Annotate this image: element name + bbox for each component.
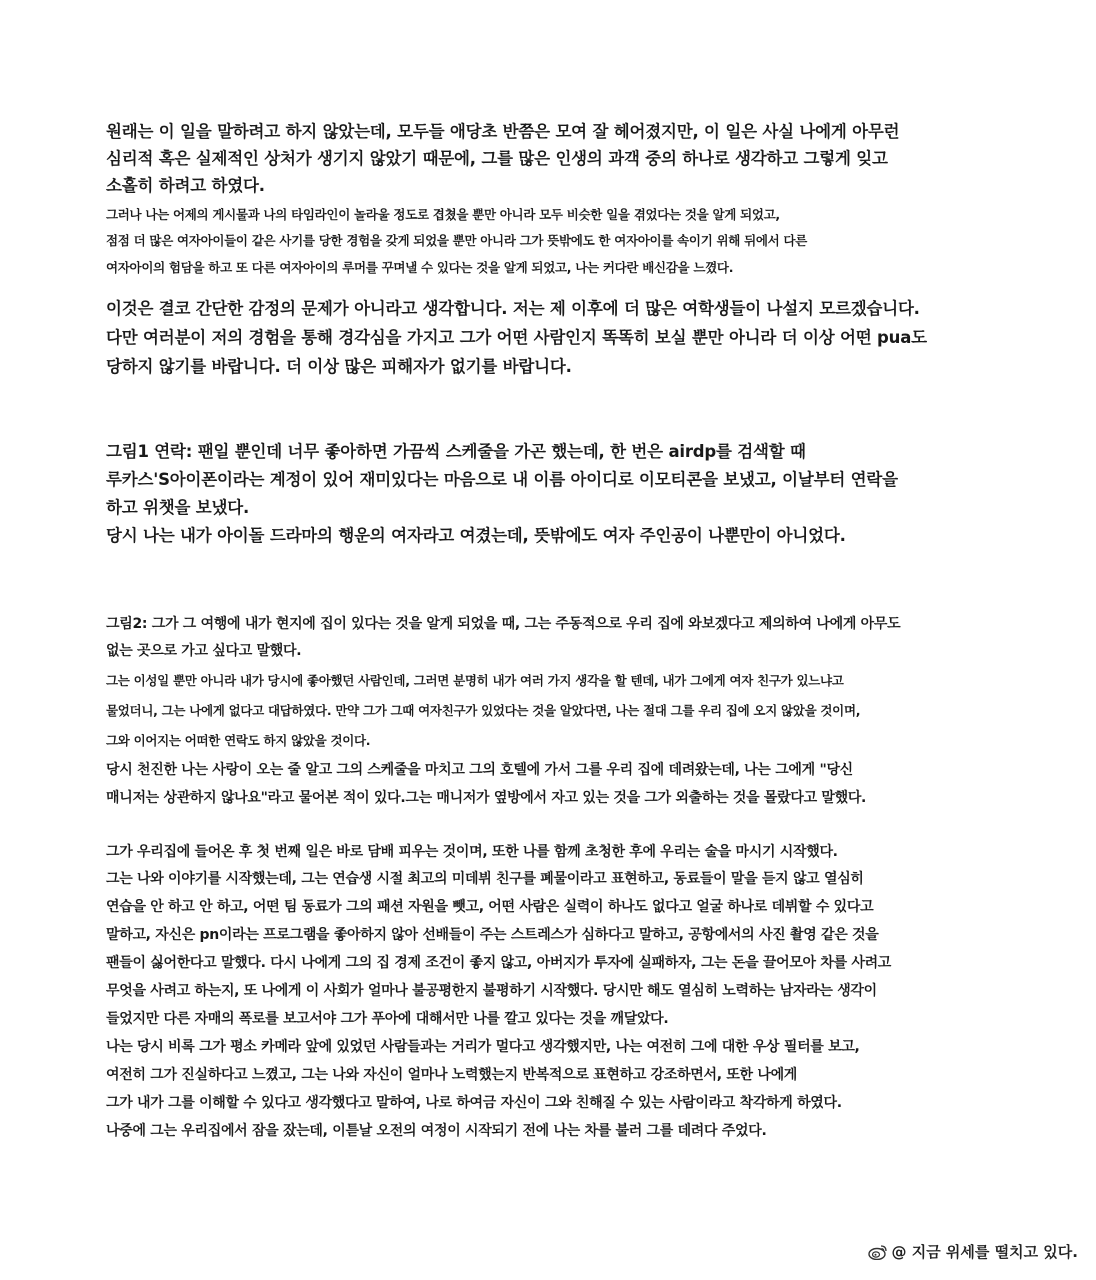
text-line: 루카스'S아이폰이라는 계정이 있어 재미있다는 마음으로 내 이름 아이디로 이모티콘을 보냈고, 이날부터 연락을 bbox=[106, 470, 898, 489]
text-line: 물었더니, 그는 나에게 없다고 대답하였다. 만약 그가 그때 여자친구가 있었다는 것을 알았다면, 나는 절대 그를 우리 집에 오지 않았을 것이며, bbox=[106, 703, 861, 718]
text-line: 이것은 결코 간단한 감정의 문제가 아니라고 생각합니다. 저는 제 이후에 더 많은 여학생들이 나설지 모르겠습니다. bbox=[106, 299, 920, 318]
text-line: 없는 곳으로 가고 싶다고 말했다. bbox=[106, 643, 302, 659]
text-line: 그림1 연락: 팬일 뿐인데 너무 좋아하면 가끔씩 스케줄을 가곤 했는데, 한 번은 airdp를 검색할 때 bbox=[106, 442, 806, 461]
paragraph-intro bbox=[106, 118, 956, 199]
text-line: 여자아이의 험담을 하고 또 다른 여자아이의 루머를 꾸며낼 수 있다는 것을 알게 되었고, 나는 커다란 배신감을 느꼈다. bbox=[106, 260, 734, 275]
text-line: 그는 나와 이야기를 시작했는데, 그는 연습생 시절 최고의 미데뷔 친구를 폐물이라고 표현하고, 동료들이 말을 듣지 않고 열심히 bbox=[106, 871, 864, 887]
text-line: 원래는 이 일을 말하려고 하지 않았는데, 모두들 애당초 반쯤은 모여 잘 헤어졌지만, 이 일은 사실 나에게 아무런 bbox=[106, 122, 900, 141]
text-line: 팬들이 싫어한다고 말했다. 다시 나에게 그의 집 경제 조건이 좋지 않고, 아버지가 투자에 실패하자, 그는 돈을 끌어모아 차를 사려고 bbox=[106, 955, 892, 971]
paragraph-betrayal bbox=[106, 204, 956, 280]
text-line: 다만 여러분이 저의 경험을 통해 경각심을 가지고 그가 어떤 사람인지 똑똑히 보실 뿐만 아니라 더 이상 어떤 pua도 bbox=[106, 328, 927, 347]
text-line: 들었지만 다른 자매의 폭로를 보고서야 그가 푸아에 대해서만 나를 깔고 있다는 것을 깨달았다. bbox=[106, 1011, 669, 1027]
weibo-logo-icon bbox=[868, 1244, 888, 1260]
text-line: 그가 우리집에 들어온 후 첫 번째 일은 바로 담배 피우는 것이며, 또한 나를 함께 초청한 후에 우리는 술을 마시기 시작했다. bbox=[106, 844, 838, 860]
text-line: 나는 당시 비록 그가 평소 카메라 앞에 있었던 사람들과는 거리가 멀다고 생각했지만, 나는 여전히 그에 대한 우상 필터를 보고, bbox=[106, 1039, 860, 1055]
text-line: 당시 나는 내가 아이돌 드라마의 행운의 여자라고 여겼는데, 뜻밖에도 여자 주인공이 나뿐만이 아니었다. bbox=[106, 526, 846, 545]
text-line: 여전히 그가 진실하다고 느꼈고, 그는 나와 자신이 얼마나 노력했는지 반복적으로 표현하고 강조하면서, 또한 나에게 bbox=[106, 1067, 798, 1083]
paragraph-warning bbox=[106, 294, 956, 381]
text-line: 소홀히 하려고 하였다. bbox=[106, 176, 265, 195]
text-line: 당하지 않기를 바랍니다. 더 이상 많은 피해자가 없기를 바랍니다. bbox=[106, 357, 572, 376]
watermark-text: @ 지금 위세를 떨치고 있다. bbox=[891, 1243, 1078, 1261]
text-line: 말하고, 자신은 pn이라는 프로그램을 좋아하지 않아 선배들이 주는 스트레스가 심하다고 말하고, 공항에서의 사진 촬영 같은 것을 bbox=[106, 927, 879, 943]
figure2-details bbox=[106, 666, 956, 756]
text-line: 연습을 안 하고 안 하고, 어떤 팀 동료가 그의 패션 자원을 뺏고, 어떤 사람은 실력이 하나도 없다고 얼굴 하나로 데뷔할 수 있다고 bbox=[106, 899, 874, 915]
text-line: 심리적 혹은 실제적인 상처가 생기지 않았기 때문에, 그를 많은 인생의 과객 중의 하나로 생각하고 그렇게 잊고 bbox=[106, 149, 888, 168]
text-line: 그가 내가 그를 이해할 수 있다고 생각했다고 말하여, 나로 하여금 자신이 그와 친해질 수 있는 사람이라고 착각하게 하였다. bbox=[106, 1095, 842, 1111]
text-line: 무엇을 사려고 하는지, 또 나에게 이 사회가 얼마나 불공평한지 불평하기 시작했다. 당시만 해도 열심히 노력하는 남자라는 생각이 bbox=[106, 983, 877, 999]
paragraph-evening bbox=[106, 840, 956, 1145]
weibo-watermark bbox=[868, 1241, 1079, 1262]
text-line: 하고 위챗을 보냈다. bbox=[106, 498, 250, 517]
text-line: 그는 이성일 뿐만 아니라 내가 당시에 좋아했던 사람인데, 그러면 분명히 내가 여러 가지 생각을 할 텐데, 내가 그에게 여자 친구가 있느냐고 bbox=[106, 673, 844, 688]
text-line: 그림2: 그가 그 여행에 내가 현지에 집이 있다는 것을 알게 되었을 때, 그는 주동적으로 우리 집에 와보겠다고 제의하여 나에게 아무도 bbox=[106, 616, 901, 632]
figure2-more bbox=[106, 756, 956, 812]
text-line: 매니저는 상관하지 않나요"라고 물어본 적이 있다.그는 매니저가 옆방에서 자고 있는 것을 그가 외출하는 것을 몰랐다고 말했다. bbox=[106, 790, 867, 806]
figure1-description bbox=[106, 438, 956, 550]
figure2-intro bbox=[106, 610, 956, 664]
text-line: 그와 이어지는 어떠한 연락도 하지 않았을 것이다. bbox=[106, 733, 371, 748]
text-line: 그러나 나는 어제의 게시물과 나의 타임라인이 놀라울 정도로 겹쳤을 뿐만 아니라 모두 비슷한 일을 겪었다는 것을 알게 되었고, bbox=[106, 207, 780, 222]
text-line: 당시 천진한 나는 사랑이 오는 줄 알고 그의 스케줄을 마치고 그의 호텔에 가서 그를 우리 집에 데려왔는데, 나는 그에게 "당신 bbox=[106, 762, 853, 778]
text-line: 나중에 그는 우리집에서 잠을 잤는데, 이튿날 오전의 여정이 시작되기 전에 나는 차를 불러 그를 데려다 주었다. bbox=[106, 1123, 767, 1139]
text-line: 점점 더 많은 여자아이들이 같은 사기를 당한 경험을 갖게 되었을 뿐만 아니라 그가 뜻밖에도 한 여자아이를 속이기 위해 뒤에서 다른 bbox=[106, 233, 808, 248]
